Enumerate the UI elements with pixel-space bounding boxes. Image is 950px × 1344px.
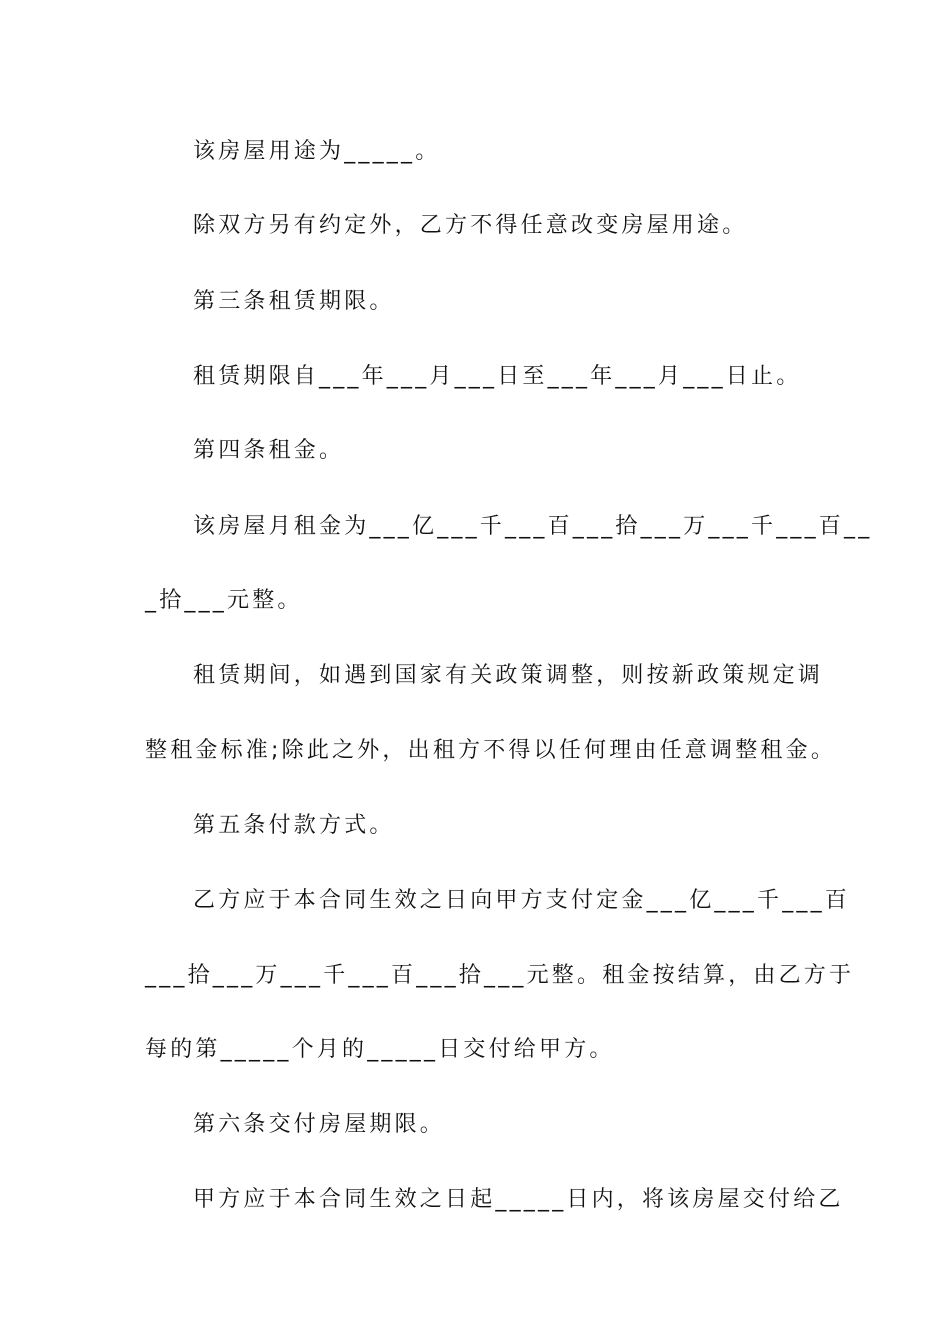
paragraph-line: 租赁期间，如遇到国家有关政策调整，则按新政策规定调 [193,663,824,688]
paragraph-line: 该房屋用途为_____。 [193,139,441,164]
section-heading: 第三条租赁期限。 [193,289,395,314]
paragraph-line: 甲方应于本合同生效之日起_____日内，将该房屋交付给乙 [193,1187,844,1212]
paragraph-line: 整租金标准;除此之外，出租方不得以任何理由任意调整租金。 [145,738,837,763]
paragraph-line: 该房屋月租金为___亿___千___百___拾___万___千___百__ [193,514,873,539]
paragraph-line: 除双方另有约定外，乙方不得任意改变房屋用途。 [193,213,748,238]
paragraph-line: 每的第_____个月的_____日交付给甲方。 [145,1037,615,1062]
paragraph-line: _拾___元整。 [145,588,303,613]
section-heading: 第四条租金。 [193,438,345,463]
paragraph-line: 租赁期限自___年___月___日至___年___月___日止。 [193,364,802,389]
section-heading: 第六条交付房屋期限。 [193,1112,446,1137]
section-heading: 第五条付款方式。 [193,813,395,838]
paragraph-line: ___拾___万___千___百___拾___元整。租金按结算，由乙方于 [145,963,855,988]
paragraph-line: 乙方应于本合同生效之日向甲方支付定金___亿___千___百 [193,888,851,913]
